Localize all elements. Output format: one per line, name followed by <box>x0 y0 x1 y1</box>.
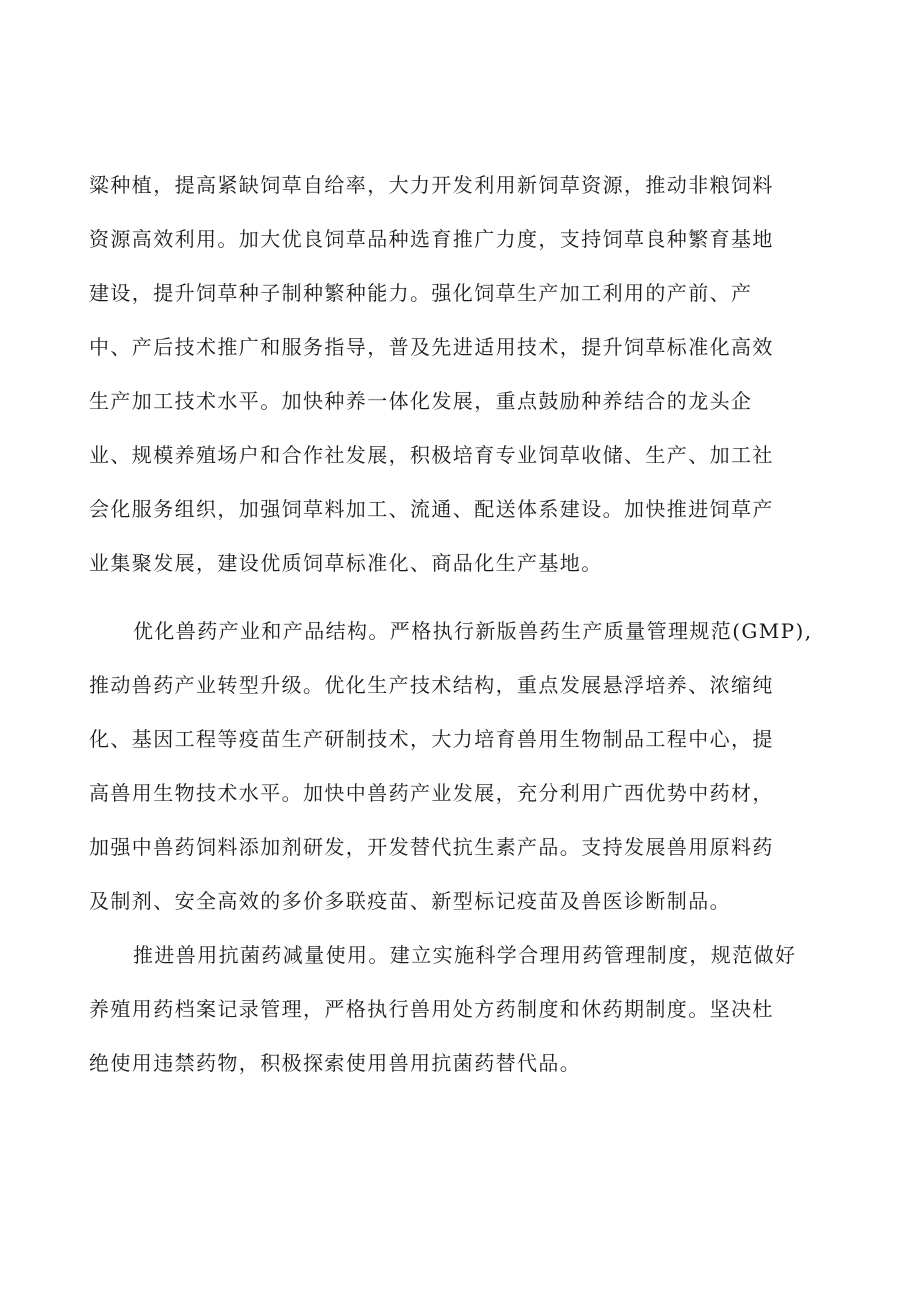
text-line: 业集聚发展，建设优质饲草标准化、商品化生产基地。 <box>89 551 603 575</box>
text-line: 会化服务组织，加强饲草料加工、流通、配送体系建设。加快推进饲草产 <box>89 497 774 521</box>
text-line: 推进兽用抗菌药减量使用。建立实施科学合理用药管理制度，规范做好 <box>133 943 797 967</box>
text-line: 高兽用生物技术水平。加快中兽药产业发展，充分利用广西优势中药材， <box>89 781 774 805</box>
text-line: 及制剂、安全高效的多价多联疫苗、新型标记疫苗及兽医诊断制品。 <box>89 889 731 913</box>
text-line: 养殖用药档案记录管理，严格执行兽用处方药制度和休药期制度。坚决杜 <box>89 997 774 1021</box>
text-line: 推动兽药产业转型升级。优化生产技术结构，重点发展悬浮培养、浓缩纯 <box>89 673 774 697</box>
text-line: 业、规模养殖场户和合作社发展，积极培育专业饲草收储、生产、加工社 <box>89 443 774 467</box>
text-line: 粱种植，提高紧缺饲草自给率，大力开发利用新饲草资源，推动非粮饲料 <box>89 173 774 197</box>
text-line: 生产加工技术水平。加快种养一体化发展，重点鼓励种养结合的龙头企 <box>89 389 753 413</box>
text-line: 化、基因工程等疫苗生产研制技术，大力培育兽用生物制品工程中心，提 <box>89 727 774 751</box>
text-line: 资源高效利用。加大优良饲草品种选育推广力度，支持饲草良种繁育基地 <box>89 227 774 251</box>
text-line: 优化兽药产业和产品结构。严格执行新版兽药生产质量管理规范(GMP), <box>133 619 813 643</box>
text-line: 建设，提升饲草种子制种繁种能力。强化饲草生产加工利用的产前、产 <box>89 281 753 305</box>
text-line: 绝使用违禁药物，积极探索使用兽用抗菌药替代品。 <box>89 1051 582 1075</box>
text-line: 中、产后技术推广和服务指导，普及先进适用技术，提升饲草标准化高效 <box>89 335 774 359</box>
text-line: 加强中兽药饲料添加剂研发，开发替代抗生素产品。支持发展兽用原料药 <box>89 835 774 859</box>
